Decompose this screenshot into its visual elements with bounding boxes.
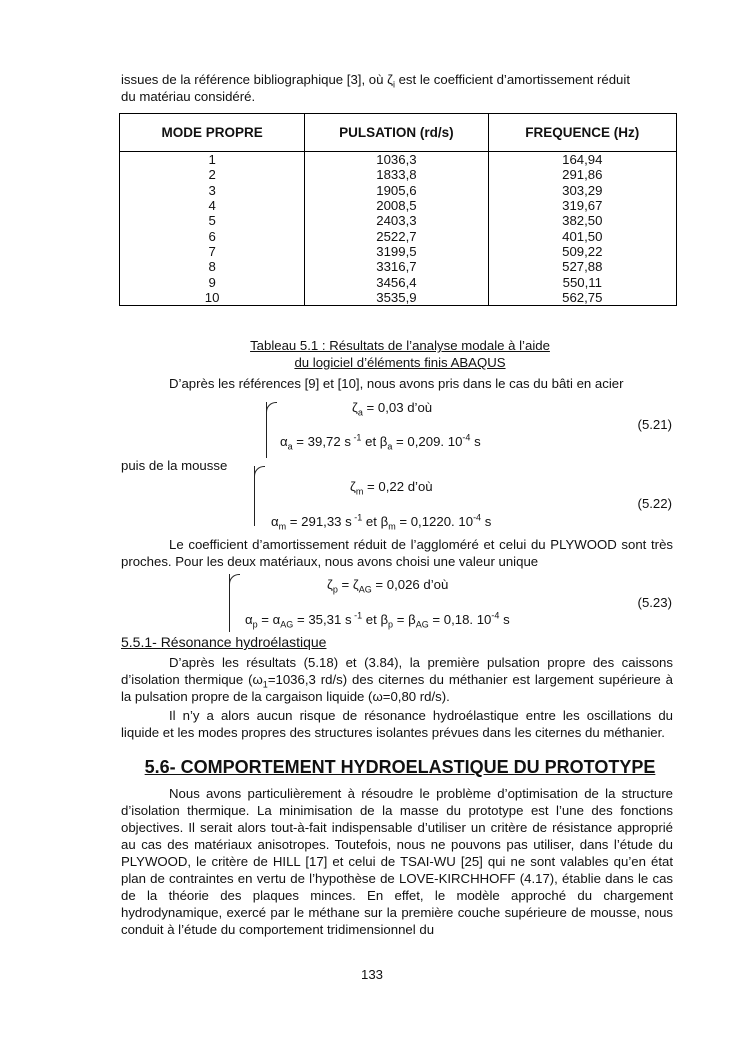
cell-frequence: 303,29 <box>488 183 676 198</box>
eq3-alpha-line: $\alpha_p = \alpha_{AG} = 35,31$ s $^{-1}$ et $\beta_p = \beta_{AG} = 0,18$. $10^{-4}$ s <box>245 610 510 630</box>
references-paragraph: D’après les références [9] et [10], nous avons pris dans le cas du bâti en acier <box>169 376 624 391</box>
section-heading-5-6: 5.6- COMPORTEMENT HYDROELASTIQUE DU PROTOTYPE <box>144 757 656 777</box>
equation-number-5-23: (5.23) <box>637 595 672 610</box>
table-row <box>120 274 677 289</box>
brace-eq2 <box>254 466 267 526</box>
cell-frequence: 319,67 <box>488 198 676 213</box>
equation-number-5-22: (5.22) <box>637 496 672 511</box>
table-row <box>120 213 677 228</box>
equation-number-5-21: (5.21) <box>637 417 672 432</box>
cell-mode: 3 <box>120 183 305 198</box>
cell-mode: 8 <box>120 259 305 274</box>
header-frequence: FREQUENCE (Hz) <box>488 114 676 152</box>
cell-mode: 7 <box>120 244 305 259</box>
cell-frequence: 291,86 <box>488 167 676 182</box>
eq2-alpha-line: $\alpha_m = 291,33$ s $^{-1}$ et $\beta_m = 0,1220$. $10^{-4}$ s <box>271 512 492 532</box>
cell-mode: 2 <box>120 167 305 182</box>
cell-frequence: 562,75 <box>488 290 676 306</box>
cell-pulsation: 3535,9 <box>305 290 488 306</box>
cell-pulsation: 1833,8 <box>305 167 488 182</box>
intro-text: issues de la référence bibliographique [3], où ζ <box>121 72 393 87</box>
cell-mode: 10 <box>120 290 305 306</box>
intro-paragraph <box>121 71 673 105</box>
section-title-5-5-1: 5.5.1- Résonance hydroélastique <box>121 634 327 650</box>
cell-pulsation: 1036,3 <box>305 152 488 168</box>
cell-frequence: 527,88 <box>488 259 676 274</box>
cell-pulsation: 3456,4 <box>305 274 488 289</box>
cell-frequence: 382,50 <box>488 213 676 228</box>
eq3-zeta-line: $\zeta_p = \zeta_{AG} = 0,026$ d’où <box>327 577 449 595</box>
intro-text-line2: du matériau considéré. <box>121 89 256 104</box>
caption-line2: du logiciel d’éléments finis ABAQUS <box>294 355 506 370</box>
table-row <box>120 228 677 243</box>
cell-frequence: 509,22 <box>488 244 676 259</box>
cell-frequence: 550,11 <box>488 274 676 289</box>
cell-mode: 6 <box>120 228 305 243</box>
brace-eq1 <box>266 402 279 458</box>
table-row <box>120 198 677 213</box>
cell-pulsation: 2522,7 <box>305 228 488 243</box>
cell-mode: 9 <box>120 274 305 289</box>
resonance-paragraph-2: Il n’y a alors aucun risque de résonance hydroélastique entre les oscillations du liquide et les modes propres des structures isolantes prévues dans les citernes du méthanier. <box>121 708 673 740</box>
resonance-paragraph-1: D’après les résultats (5.18) et (3.84), la première pulsation propre des caissons d’isolation thermique ($\omega_1=1036,3$ rd/s) des citernes du méthanier est largement supérieure à la pulsation propre de la cargaison liquide (ω=0,80 rd/s). <box>121 655 674 704</box>
header-pulsation: PULSATION (rd/s) <box>305 114 488 152</box>
table-caption <box>121 337 679 371</box>
header-mode: MODE PROPRE <box>120 114 305 152</box>
cell-frequence: 401,50 <box>488 228 676 243</box>
cell-mode: 4 <box>120 198 305 213</box>
cell-frequence: 164,94 <box>488 152 676 168</box>
table-row <box>120 259 677 274</box>
table-row <box>120 290 677 306</box>
intro-subscript: i <box>392 79 395 90</box>
table-header-row <box>120 114 677 152</box>
table-row <box>120 183 677 198</box>
modal-results-table <box>119 113 677 306</box>
cell-pulsation: 3199,5 <box>305 244 488 259</box>
mousse-label: puis de la mousse <box>121 458 228 473</box>
table-row <box>120 244 677 259</box>
cell-pulsation: 3316,7 <box>305 259 488 274</box>
eq1-zeta-line: $\zeta_a = 0,03$ d’où <box>352 400 433 418</box>
eq2-zeta-line: $\zeta_m = 0,22$ d’où <box>350 479 433 497</box>
coefficient-paragraph: Le coefficient d’amortissement réduit de l’aggloméré et celui du PLYWOOD sont très proches. Pour les deux matériaux, nous avons choisi une valeur unique <box>121 537 673 569</box>
table-row <box>120 167 677 182</box>
table-row <box>120 152 677 168</box>
cell-mode: 1 <box>120 152 305 168</box>
cell-pulsation: 2008,5 <box>305 198 488 213</box>
eq1-alpha-line: $\alpha_a = 39,72$ s $^{-1}$ et $\beta_a = 0,209$. $10^{-4}$ s <box>280 432 481 452</box>
brace-eq3 <box>229 574 242 632</box>
intro-text-end: est le coefficient d’amortissement réduit <box>394 72 630 87</box>
cell-mode: 5 <box>120 213 305 228</box>
cell-pulsation: 2403,3 <box>305 213 488 228</box>
page-number: 133 <box>360 967 383 982</box>
cell-pulsation: 1905,6 <box>305 183 488 198</box>
caption-line1: Tableau 5.1 : Résultats de l’analyse modale à l’aide <box>250 338 550 353</box>
final-paragraph: Nous avons particulièrement à résoudre le problème d’optimisation de la structure d’isolation thermique. La minimisation de la masse du prototype est l’une des fonctions objectives. Il serait alors tout-à-fait indispensable d’utiliser un critère de résistance approprié au cas des matériaux anisotropes. Toutefois, nous ne pouvons pas utiliser, dans l’étude du PLYWOOD, le critère de HILL [17] et celui de TSAI-WU [25] qui ne sont valables qu’en état plan de contraintes en vertu de l’hypothèse de LOVE-KIRCHHOFF (4.17), établie dans le cas de la théorie des plaques minces. En effet, le modèle approché du chargement hydrodynamique, exercé par le méthane sur la première couche supérieure de mousse, nous conduit à l’étude du comportement tridimensionnel du <box>121 786 673 937</box>
